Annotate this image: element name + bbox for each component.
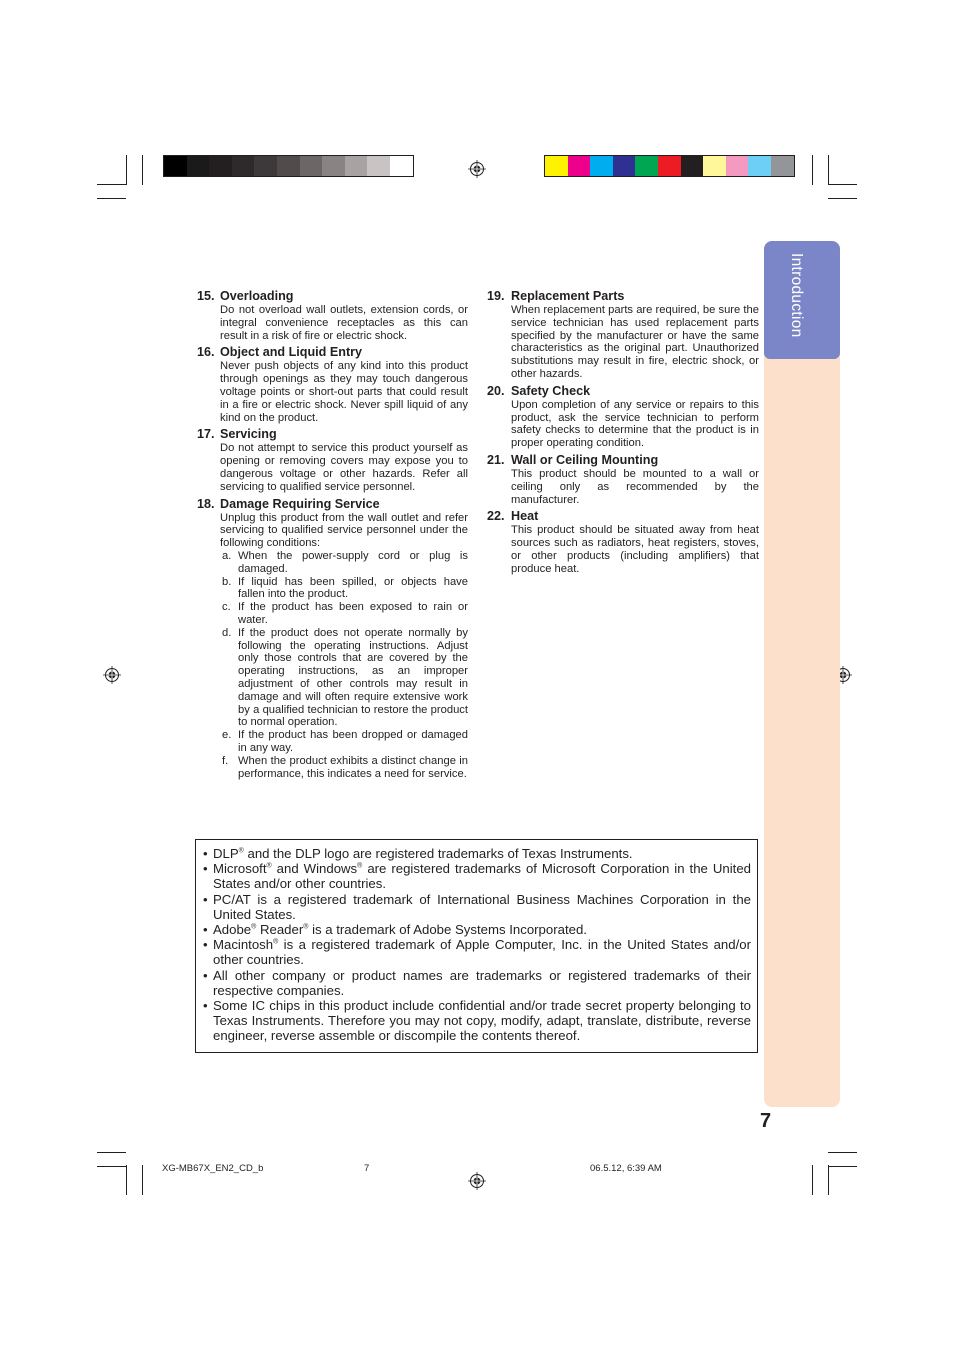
list-item bbox=[487, 509, 759, 575]
right-column bbox=[487, 289, 759, 579]
left-column bbox=[197, 289, 468, 783]
color-swatch bbox=[345, 156, 368, 176]
item-number: 18. bbox=[197, 496, 215, 511]
crop-mark bbox=[142, 155, 143, 185]
trademark-list bbox=[203, 846, 751, 1044]
item-number: 16. bbox=[197, 345, 215, 360]
item-title: Object and Liquid Entry bbox=[220, 345, 363, 360]
bullet-icon: • bbox=[203, 846, 208, 861]
registered-mark: ® bbox=[238, 847, 244, 855]
registered-mark: ® bbox=[266, 862, 272, 870]
color-swatch bbox=[390, 156, 413, 176]
crop-mark bbox=[828, 1166, 857, 1167]
item-number: 22. bbox=[487, 509, 505, 524]
item-body: Do not overload wall outlets, extension cords, or integral convenience receptacles as this can result in a risk of fire or electric shock. bbox=[220, 304, 468, 342]
color-swatch bbox=[187, 156, 210, 176]
trademark-text bbox=[213, 861, 751, 891]
item-body: This product should be mounted to a wall or ceiling only as recommended by the manufacturer. bbox=[511, 467, 759, 506]
footer-timestamp: 06.5.12, 6:39 AM bbox=[590, 1163, 662, 1174]
item-number: 15. bbox=[197, 289, 215, 303]
sub-item-letter: c. bbox=[222, 601, 231, 614]
trademark-text bbox=[213, 846, 751, 861]
crop-mark bbox=[828, 198, 857, 199]
color-swatch bbox=[277, 156, 300, 176]
trademark-text-part: PC/AT is a registered trademark of International Business Machines Corporation in the United States. bbox=[213, 891, 751, 922]
bullet-icon: • bbox=[203, 937, 208, 953]
item-number: 21. bbox=[487, 452, 505, 467]
bullet-icon: • bbox=[203, 891, 208, 907]
trademark-text bbox=[213, 937, 751, 967]
color-swatch bbox=[568, 156, 591, 176]
color-swatch bbox=[681, 156, 704, 176]
item-heading bbox=[197, 289, 468, 304]
trademark-item bbox=[203, 937, 751, 967]
sub-item bbox=[222, 601, 468, 627]
color-swatch bbox=[322, 156, 345, 176]
trademark-text-part: Macintosh bbox=[213, 937, 274, 953]
bullet-icon: • bbox=[203, 998, 208, 1014]
crop-mark bbox=[812, 1165, 813, 1195]
trademark-item bbox=[203, 968, 751, 998]
bullet-icon: • bbox=[203, 967, 208, 983]
registration-mark-icon bbox=[468, 1172, 486, 1190]
color-swatch bbox=[703, 156, 726, 176]
list-item bbox=[487, 384, 759, 450]
page-number: 7 bbox=[760, 1110, 772, 1132]
crop-mark bbox=[97, 184, 126, 185]
sub-item-text: If liquid has been spilled, or objects have fallen into the product. bbox=[238, 575, 468, 601]
item-title: Replacement Parts bbox=[511, 289, 625, 303]
trademark-text-part: Adobe bbox=[213, 922, 252, 938]
sub-item bbox=[222, 550, 468, 576]
color-swatch bbox=[545, 156, 568, 176]
trademark-text bbox=[213, 998, 751, 1044]
item-body: Upon completion of any service or repairs to this product, ask the service technician to perform safety checks to determine that the product is in proper operating condition. bbox=[511, 398, 759, 450]
crop-mark bbox=[126, 1165, 127, 1195]
item-heading bbox=[487, 453, 759, 468]
sub-item-letter: f. bbox=[222, 754, 229, 767]
trademark-text-part: All other company or product names are trademarks or registered trademarks of their respective companies. bbox=[213, 967, 751, 998]
registered-mark: ® bbox=[357, 862, 363, 870]
trademark-text-part: is a registered trademark of Apple Computer, Inc. in the United States and/or other countries. bbox=[213, 937, 751, 968]
crop-mark bbox=[828, 155, 829, 185]
trademark-item bbox=[203, 861, 751, 891]
item-number: 20. bbox=[487, 383, 505, 398]
color-swatch bbox=[254, 156, 277, 176]
crop-mark bbox=[126, 155, 127, 185]
crop-mark bbox=[828, 184, 857, 185]
color-swatch bbox=[300, 156, 323, 176]
color-swatch bbox=[771, 156, 794, 176]
item-number: 17. bbox=[197, 427, 215, 442]
item-title: Damage Requiring Service bbox=[220, 496, 380, 511]
color-swatch bbox=[635, 156, 658, 176]
item-heading bbox=[487, 509, 759, 524]
crop-mark bbox=[142, 1165, 143, 1195]
color-swatch bbox=[232, 156, 255, 176]
item-title: Overloading bbox=[220, 289, 294, 303]
trademark-text-part: and the DLP logo are registered trademarks of Texas Instruments. bbox=[243, 846, 633, 861]
sub-item-letter: a. bbox=[222, 549, 232, 562]
registration-mark-icon bbox=[468, 160, 486, 178]
trademark-text-part: are registered trademarks of Microsoft Corporation in the United States and/or other countries. bbox=[213, 861, 752, 892]
trademark-text-part: Reader bbox=[256, 922, 304, 938]
item-body: When replacement parts are required, be sure the service technician has used replacement parts specified by the manufacturer or have the same characteristics as the original part. Unauthorized substitutions may result in fire, electric shock, or other hazards. bbox=[511, 304, 759, 380]
trademark-text-part: and Windows bbox=[271, 861, 358, 877]
bullet-icon: • bbox=[203, 922, 208, 938]
sub-item-text: When the power-supply cord or plug is damaged. bbox=[238, 549, 468, 575]
registered-mark: ® bbox=[251, 923, 257, 931]
trademark-item bbox=[203, 998, 751, 1044]
registration-mark-icon bbox=[103, 666, 121, 684]
list-item bbox=[487, 289, 759, 381]
crop-mark bbox=[828, 1152, 857, 1153]
footer-filename: XG-MB67X_EN2_CD_b bbox=[162, 1163, 264, 1174]
gray-color-bar bbox=[163, 155, 414, 177]
item-heading bbox=[197, 345, 468, 360]
trademark-text bbox=[213, 892, 751, 922]
item-heading bbox=[197, 497, 468, 512]
crop-mark bbox=[97, 1152, 126, 1153]
color-swatch bbox=[367, 156, 390, 176]
color-swatch bbox=[748, 156, 771, 176]
bullet-icon: • bbox=[203, 861, 208, 877]
sub-item-text: If the product has been dropped or damaged in any way. bbox=[238, 729, 468, 754]
process-color-bar bbox=[544, 155, 795, 177]
color-swatch bbox=[209, 156, 232, 176]
sub-item-letter: b. bbox=[222, 575, 232, 588]
crop-mark bbox=[97, 198, 126, 199]
trademark-text-part: Microsoft bbox=[213, 861, 267, 877]
list-item bbox=[197, 497, 468, 781]
trademark-text-part: Some IC chips in this product include confidential and/or trade secret property belonging to Texas Instruments. Therefore you may not copy, modify, adapt, translate, distribute, reverse engineer, reverse assemble or discompile the contents thereof. bbox=[213, 998, 751, 1044]
sub-item-text: If the product has been exposed to rain or water. bbox=[238, 601, 468, 626]
color-swatch bbox=[726, 156, 749, 176]
trademark-text bbox=[213, 922, 751, 937]
crop-mark bbox=[812, 155, 813, 185]
sub-item-text: If the product does not operate normally by following the operating instructions. Adjust only those controls that are covered by the operating instructions, as an improper adjustment of other controls may result in damage and will often require extensive work by a qualified technician to restore the product to normal operation. bbox=[238, 626, 468, 729]
side-tab-label: Introduction bbox=[788, 253, 805, 338]
item-body: This product should be situated away from heat sources such as radiators, heat registers, stoves, or other products (including amplifiers) that produce heat. bbox=[511, 524, 759, 575]
item-heading bbox=[197, 427, 468, 442]
sub-item bbox=[222, 729, 468, 755]
sub-item-letter: d. bbox=[222, 626, 232, 639]
color-swatch bbox=[613, 156, 636, 176]
list-item bbox=[487, 453, 759, 506]
sub-item-letter: e. bbox=[222, 729, 232, 742]
footer-page: 7 bbox=[364, 1163, 370, 1174]
trademark-text bbox=[213, 968, 751, 998]
list-item bbox=[197, 289, 468, 342]
sub-item bbox=[222, 576, 468, 602]
item-body: Unplug this product from the wall outlet and refer servicing to qualified service personnel under the following conditions: bbox=[220, 511, 468, 550]
sub-item bbox=[222, 755, 468, 781]
trademark-item bbox=[203, 892, 751, 922]
list-item bbox=[197, 427, 468, 493]
item-body: Do not attempt to service this product yourself as opening or removing covers may expose you to dangerous voltage or other hazards. Refer all servicing to qualified service personnel. bbox=[220, 442, 468, 493]
item-body: Never push objects of any kind into this product through openings as they may touch dangerous voltage points or short-out parts that could result in a fire or electric shock. Never spill liquid of any kind on the product. bbox=[220, 360, 468, 424]
item-heading bbox=[487, 384, 759, 399]
side-tab-panel bbox=[764, 241, 840, 1107]
crop-mark bbox=[828, 1165, 829, 1195]
item-heading bbox=[487, 289, 759, 304]
trademark-item bbox=[203, 922, 751, 937]
sub-item-text: When the product exhibits a distinct change in performance, this indicates a need for service. bbox=[238, 754, 468, 780]
trademark-text-part: DLP bbox=[213, 846, 239, 861]
color-swatch bbox=[590, 156, 613, 176]
crop-mark bbox=[97, 1166, 126, 1167]
item-title: Safety Check bbox=[511, 383, 591, 398]
item-number: 19. bbox=[487, 289, 505, 303]
trademark-text-part: is a trademark of Adobe Systems Incorporated. bbox=[308, 922, 587, 938]
item-title: Wall or Ceiling Mounting bbox=[511, 452, 659, 467]
trademark-item bbox=[203, 846, 751, 861]
item-title: Servicing bbox=[220, 427, 277, 442]
color-swatch bbox=[164, 156, 187, 176]
registered-mark: ® bbox=[273, 938, 279, 946]
color-swatch bbox=[658, 156, 681, 176]
registered-mark: ® bbox=[303, 923, 309, 931]
item-title: Heat bbox=[511, 509, 539, 524]
list-item bbox=[197, 345, 468, 424]
sub-item bbox=[222, 627, 468, 729]
